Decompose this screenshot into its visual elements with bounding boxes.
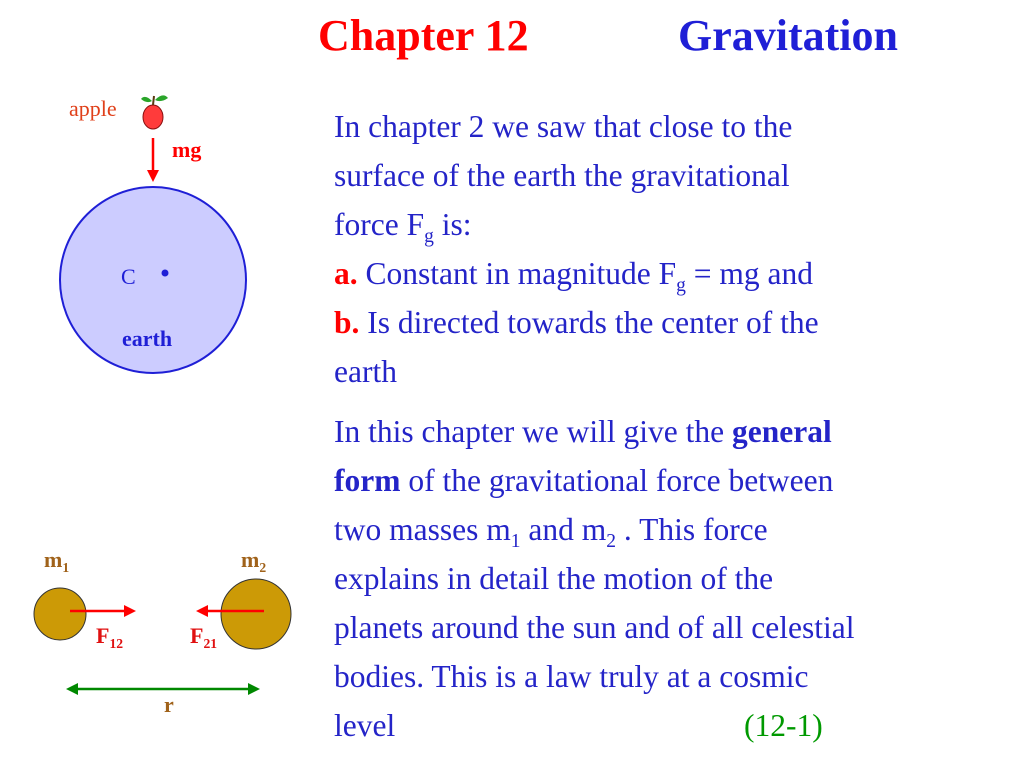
gravity-force-arrow xyxy=(147,138,159,182)
center-label: C xyxy=(121,264,136,289)
apple-icon xyxy=(141,95,168,129)
text-line: surface of the earth the gravitational xyxy=(334,158,790,193)
text-line: earth xyxy=(334,354,397,389)
text-line: planets around the sun and of all celestial xyxy=(334,610,855,645)
point-b: b. Is directed towards the center of the xyxy=(334,305,819,340)
text-line: In chapter 2 we saw that close to the xyxy=(334,109,793,144)
earth-label: earth xyxy=(122,326,173,351)
point-a: a. Constant in magnitude $F_g$ = mg and xyxy=(334,256,814,296)
text-line: force $F_g$ is: xyxy=(334,207,472,247)
text-line: form of the gravitational force between xyxy=(334,463,834,498)
text-line: In this chapter we will give the general xyxy=(334,414,832,449)
earth-center-dot xyxy=(162,270,169,277)
apple-label: apple xyxy=(69,96,117,121)
mass-m2 xyxy=(221,579,291,649)
text-line: level (12-1) xyxy=(334,701,1014,750)
text-line: two masses $m_1$ and $m_2$ . This force xyxy=(334,512,768,552)
chapter-title: Chapter 12 xyxy=(318,11,529,60)
text-line: explains in detail the motion of the xyxy=(334,561,774,596)
equation-number: (12-1) xyxy=(744,708,823,743)
point-a-label: a. xyxy=(334,256,358,291)
mass-m1 xyxy=(34,588,86,640)
distance-label: r xyxy=(164,692,174,717)
mg-label: mg xyxy=(172,137,202,162)
general-form-paragraph xyxy=(334,407,1014,750)
intro-paragraph xyxy=(334,102,1014,396)
distance-r-arrow xyxy=(66,683,260,695)
diagram-canvas xyxy=(0,0,330,768)
m1-label: $m_1$ xyxy=(44,547,70,575)
point-b-label: b. xyxy=(334,305,360,340)
topic-title: Gravitation xyxy=(678,11,898,60)
m2-label: $m_2$ xyxy=(241,547,267,575)
f21-label: $F_{21}$ xyxy=(190,623,218,651)
text-line: bodies. This is a law truly at a cosmic xyxy=(334,659,809,694)
f12-label: $F_{12}$ xyxy=(96,623,124,651)
